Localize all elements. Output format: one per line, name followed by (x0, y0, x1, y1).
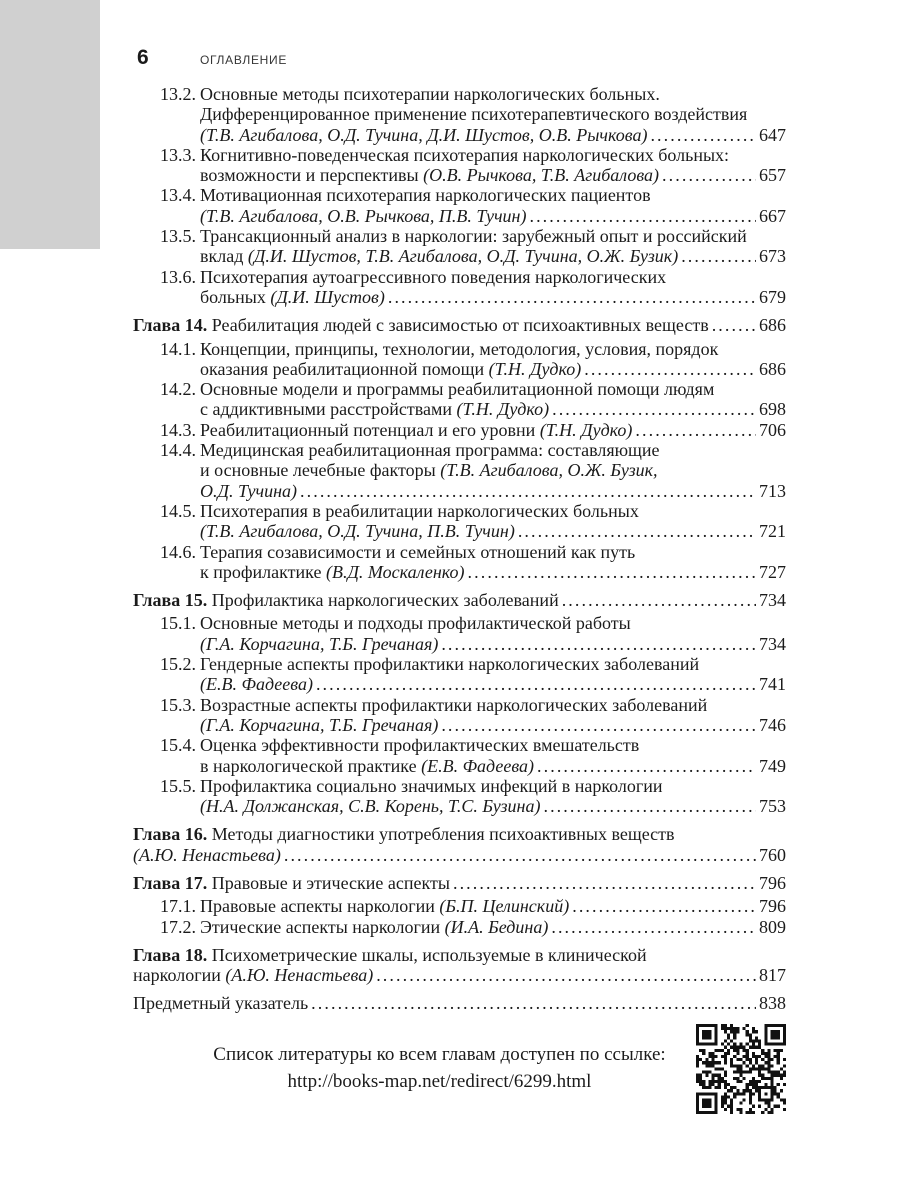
toc-line: Психотерапия аутоагрессивного поведения наркологических (200, 266, 667, 287)
toc-section-entry (133, 776, 786, 817)
toc-line: оказания реабилитационной помощи (Т.Н. Дудко) ..... 686 (200, 359, 786, 379)
toc-page-ref: 686 (759, 358, 786, 379)
toc-page-ref: 713 (759, 480, 786, 501)
toc-page-ref: 647 (759, 124, 786, 145)
dot-leader (518, 521, 756, 541)
toc-line: возможности и перспективы (О.В. Рычкова, Т.В. Агибалова) ..... 657 (200, 165, 786, 185)
toc-line: Основные модели и программы реабилитационной помощи людям (200, 379, 715, 400)
toc-page-ref: 796 (759, 896, 786, 917)
toc-page-ref: 706 (759, 419, 786, 440)
toc-line: наркологии (А.Ю. Ненастьева) ..... 817 (133, 965, 786, 985)
toc-chapter-entry (133, 945, 786, 986)
toc-section-entry (133, 440, 786, 501)
dot-leader (441, 634, 756, 654)
toc-page-ref: 760 (759, 844, 786, 865)
dot-leader (376, 965, 756, 985)
toc-line: Правовые аспекты наркологии (Б.П. Целинский) ..... 796 (200, 896, 786, 916)
toc-line: Гендерные аспекты профилактики наркологических заболеваний (200, 654, 700, 675)
toc-entry-number: 14.6. (160, 541, 196, 562)
dot-leader (316, 674, 756, 694)
dot-leader (468, 562, 756, 582)
toc-entry-number: 13.2. (160, 84, 196, 104)
toc-entry-number: 15.2. (160, 654, 196, 675)
toc-section-entry (133, 226, 786, 267)
toc-section-entry (133, 613, 786, 654)
toc-line: Глава 17. Правовые и этические аспекты ..... 796 (133, 873, 786, 893)
toc-line: Возрастные аспекты профилактики наркологических заболеваний (200, 694, 708, 715)
toc-line: Глава 15. Профилактика наркологических заболеваний ..... 734 (133, 590, 786, 610)
toc-section-entry (133, 501, 786, 542)
toc-page-ref: 746 (759, 714, 786, 735)
toc-page-ref: 734 (759, 590, 786, 611)
toc-page-ref: 734 (759, 633, 786, 654)
toc-page-ref: 686 (759, 315, 786, 336)
toc-line: Терапия созависимости и семейных отношений как путь (200, 541, 636, 562)
toc-line: (Т.В. Агибалова, О.В. Рычкова, П.В. Тучин) ..... 667 (200, 206, 786, 226)
toc-chapter-entry (133, 590, 786, 610)
dot-leader (543, 796, 756, 816)
toc-entry-number: 14.5. (160, 500, 196, 521)
dot-leader (635, 420, 756, 440)
toc-section-entry (133, 84, 786, 145)
toc-page-ref: 741 (759, 674, 786, 695)
toc-page-ref: 679 (759, 286, 786, 307)
toc-section-entry (133, 695, 786, 736)
toc-line: и основные лечебные факторы (Т.В. Агибалова, О.Ж. Бузик, (200, 460, 658, 481)
toc-page-ref: 667 (759, 205, 786, 226)
toc-line: (Н.А. Должанская, С.В. Корень, Т.С. Бузина) ..... 753 (200, 796, 786, 816)
toc-line: Медицинская реабилитационная программа: составляющие (200, 440, 660, 461)
toc-entry-number: 15.1. (160, 613, 196, 634)
toc-line: Дифференцированное применение психотерапевтического воздействия (200, 104, 748, 125)
toc-line: к профилактике (В.Д. Москаленко) ..... 727 (200, 562, 786, 582)
dot-leader (551, 917, 756, 937)
toc-line: Мотивационная психотерапия наркологических пациентов (200, 185, 651, 206)
toc-entry-number: 15.4. (160, 735, 196, 756)
toc-page-ref: 673 (759, 246, 786, 267)
toc-chapter-entry (133, 315, 786, 335)
dot-leader (311, 993, 756, 1013)
dot-leader (584, 359, 756, 379)
toc-line: Основные методы психотерапии наркологических больных. (200, 84, 660, 104)
dot-leader (572, 896, 756, 916)
toc-section-entry (133, 735, 786, 776)
dot-leader (662, 165, 756, 185)
toc-entry-number: 14.1. (160, 338, 196, 359)
toc-section-entry (133, 654, 786, 695)
toc-line: Оценка эффективности профилактических вмешательств (200, 735, 640, 756)
scan-gray-block (0, 0, 100, 249)
toc-line: Этические аспекты наркологии (И.А. Бедина) ..... 809 (200, 917, 786, 937)
toc-line: вклад (Д.И. Шустов, Т.В. Агибалова, О.Д. Тучина, О.Ж. Бузик) ..... 673 (200, 246, 786, 266)
toc-entry-number: 13.3. (160, 144, 196, 165)
toc-page-ref: 727 (759, 561, 786, 582)
dot-leader (300, 481, 756, 501)
toc-line: Реабилитационный потенциал и его уровни (Т.Н. Дудко) ..... 706 (200, 420, 786, 440)
toc-section-entry (133, 896, 786, 916)
toc-chapter-entry (133, 993, 786, 1013)
toc-section-entry (133, 917, 786, 937)
toc-entry-number: 13.6. (160, 266, 196, 287)
toc-page-ref: 753 (759, 796, 786, 817)
toc-section-entry (133, 145, 786, 186)
toc-section-entry (133, 420, 786, 440)
toc-line: Трансакционный анализ в наркологии: зарубежный опыт и российский (200, 226, 747, 247)
toc-section-entry (133, 542, 786, 583)
toc-line: больных (Д.И. Шустов) ..... 679 (200, 287, 786, 307)
toc-line: (А.Ю. Ненастьева) ..... 760 (133, 845, 786, 865)
toc-page-ref: 809 (759, 916, 786, 937)
toc-section-entry (133, 379, 786, 420)
toc-line: Когнитивно-поведенческая психотерапия наркологических больных: (200, 144, 730, 165)
toc-section-entry (133, 267, 786, 308)
toc-line: в наркологической практике (Е.В. Фадеева) ..... 749 (200, 756, 786, 776)
toc-page-ref: 817 (759, 965, 786, 986)
toc-line: (Г.А. Корчагина, Т.Б. Гречаная) ..... 746 (200, 715, 786, 735)
toc-line: Основные методы и подходы профилактической работы (200, 613, 631, 634)
toc-page-ref: 721 (759, 521, 786, 542)
toc-entry-number: 17.2. (160, 916, 196, 937)
toc-page-ref: 796 (759, 872, 786, 893)
toc-line: Глава 18. Психометрические шкалы, используемые в клинической (133, 944, 647, 965)
toc-page-ref: 749 (759, 755, 786, 776)
dot-leader (441, 715, 756, 735)
dot-leader (681, 246, 756, 266)
toc-line: Предметный указатель ..... 838 (133, 993, 786, 1013)
toc-entry-number: 14.2. (160, 379, 196, 400)
dot-leader (537, 756, 756, 776)
toc-chapter-entry (133, 873, 786, 893)
toc-line: Концепции, принципы, технологии, методология, условия, порядок (200, 338, 719, 359)
toc-line: Психотерапия в реабилитации наркологических больных (200, 500, 639, 521)
toc-page-ref: 657 (759, 165, 786, 186)
footer-note (133, 1041, 688, 1095)
toc-line: Профилактика социально значимых инфекций в наркологии (200, 775, 663, 796)
toc-page-ref: 838 (759, 993, 786, 1014)
page-number-folio: 6 (137, 46, 149, 69)
toc-entry-number: 14.3. (160, 419, 196, 440)
toc-section-entry (133, 339, 786, 380)
dot-leader (388, 287, 756, 307)
toc-entry-number: 14.4. (160, 440, 196, 461)
toc-line: (Г.А. Корчагина, Т.Б. Гречаная) ..... 734 (200, 634, 786, 654)
toc-entry-number: 13.5. (160, 226, 196, 247)
toc-line: (Т.В. Агибалова, О.Д. Тучина, Д.И. Шустов, О.В. Рычкова) ..... 647 (200, 125, 786, 145)
dot-leader (650, 125, 756, 145)
running-head: ОГЛАВЛЕНИЕ (200, 53, 288, 67)
qr-code (696, 1024, 786, 1114)
dot-leader (284, 845, 756, 865)
toc-entry-number: 13.4. (160, 185, 196, 206)
toc-entry-number: 15.5. (160, 775, 196, 796)
footer-note-line1: Список литературы ко всем главам доступен по ссылке: (213, 1044, 666, 1065)
toc-entry-number: 15.3. (160, 694, 196, 715)
footer-note-line2: http://books-map.net/redirect/6299.html (287, 1071, 592, 1092)
footer (133, 1041, 786, 1114)
toc-line: Глава 16. Методы диагностики употребления психоактивных веществ (133, 824, 675, 845)
toc-line: (Е.В. Фадеева) ..... 741 (200, 674, 786, 694)
toc-list (133, 84, 786, 1014)
toc-line: О.Д. Тучина) ..... 713 (200, 481, 786, 501)
toc-section-entry (133, 185, 786, 226)
toc-chapter-entry (133, 824, 786, 865)
dot-leader (552, 399, 756, 419)
toc-page-ref: 698 (759, 399, 786, 420)
toc-line: с аддиктивными расстройствами (Т.Н. Дудко) ..... 698 (200, 399, 786, 419)
toc-entry-number: 17.1. (160, 896, 196, 917)
dot-leader (562, 590, 756, 610)
dot-leader (529, 206, 756, 226)
dot-leader (453, 873, 756, 893)
dot-leader (712, 315, 756, 335)
toc-line: Глава 14. Реабилитация людей с зависимостью от психоактивных веществ ..... 686 (133, 315, 786, 335)
toc-line: (Т.В. Агибалова, О.Д. Тучина, П.В. Тучин) ..... 721 (200, 521, 786, 541)
